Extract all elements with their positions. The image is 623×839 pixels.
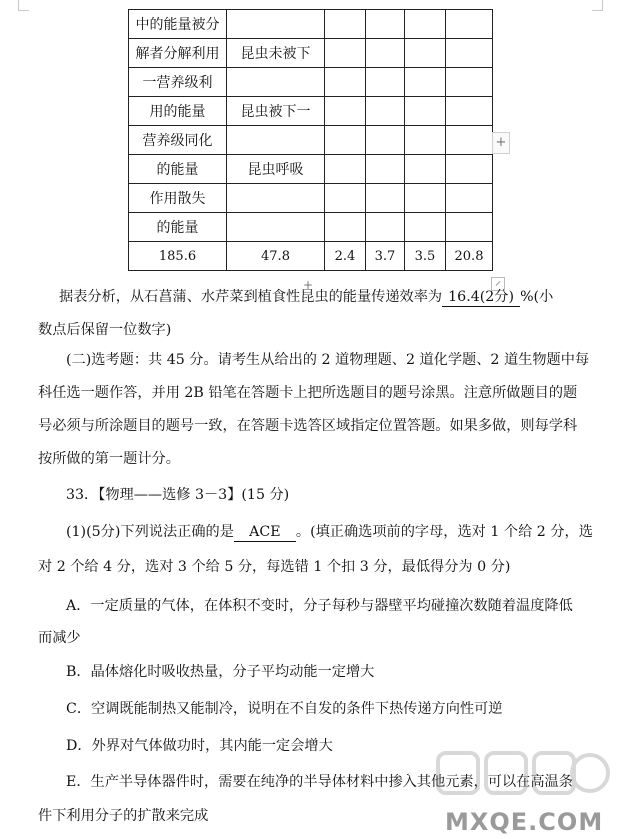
table-cell[interactable]: 用的能量 xyxy=(129,97,227,126)
option-c: C．空调既能制热又能制冷，说明在不自发的条件下热传递方向性可逆 xyxy=(66,701,503,717)
table-cell[interactable]: 2.4 xyxy=(325,242,366,271)
table-cell[interactable] xyxy=(446,10,493,39)
table-cell[interactable]: 3.5 xyxy=(405,242,446,271)
table-row xyxy=(129,126,493,155)
table-cell[interactable]: 昆虫未被下 xyxy=(227,39,325,68)
analysis-line xyxy=(59,287,553,307)
option-e-line-2: 件下利用分子的扩散来完成 xyxy=(38,808,209,824)
table-cell[interactable] xyxy=(366,68,405,97)
table-cell[interactable]: 一营养级利 xyxy=(129,68,227,97)
table-cell[interactable] xyxy=(405,213,446,242)
elective-line-2: 科任选一题作答，并用 2B 铅笔在答题卡上把所选题目的题号涂黑。注意所做题目的题 xyxy=(38,385,578,401)
analysis-text: 据表分析，从石菖蒲、水芹菜到植食性昆虫的能量传递效率为 xyxy=(59,289,443,305)
table-cell[interactable] xyxy=(405,126,446,155)
table-cell[interactable] xyxy=(366,155,405,184)
option-b: B．晶体熔化时吸收热量，分子平均动能一定增大 xyxy=(66,664,375,680)
add-row-button[interactable]: + xyxy=(302,278,314,292)
table-cell[interactable]: 的能量 xyxy=(129,155,227,184)
table-row xyxy=(129,155,493,184)
table-cell[interactable]: 的能量 xyxy=(129,213,227,242)
table-cell[interactable]: 185.6 xyxy=(129,242,227,271)
table-cell[interactable] xyxy=(405,97,446,126)
add-column-button[interactable]: + xyxy=(492,132,510,154)
table-cell[interactable] xyxy=(405,68,446,97)
table-cell[interactable]: 47.8 xyxy=(227,242,325,271)
table-cell[interactable] xyxy=(405,184,446,213)
table-cell[interactable] xyxy=(446,184,493,213)
table-cell[interactable] xyxy=(366,213,405,242)
answer-q1: ACE xyxy=(234,524,296,542)
table-cell[interactable]: 3.7 xyxy=(366,242,405,271)
table-cell[interactable] xyxy=(446,68,493,97)
table-cell[interactable] xyxy=(325,10,366,39)
q1-instructions: 。(填正确选项前的字母，选对 1 个给 2 分，选 xyxy=(295,524,593,540)
table-cell[interactable] xyxy=(325,68,366,97)
table-row xyxy=(129,242,493,271)
table-cell[interactable] xyxy=(405,155,446,184)
q1-line xyxy=(66,522,593,542)
table-row xyxy=(129,39,493,68)
table-cell[interactable] xyxy=(227,68,325,97)
question-33-heading: 33．【物理——选修 3－3】(15 分) xyxy=(66,487,290,503)
table-cell[interactable] xyxy=(366,10,405,39)
table-cell[interactable]: 作用散失 xyxy=(129,184,227,213)
table-row xyxy=(129,97,493,126)
energy-table xyxy=(128,9,493,271)
table-cell[interactable] xyxy=(325,126,366,155)
table-row xyxy=(129,213,493,242)
elective-line-4: 按所做的第一题计分。 xyxy=(38,451,180,467)
table-cell[interactable] xyxy=(446,213,493,242)
table-cell[interactable]: 中的能量被分 xyxy=(129,10,227,39)
table-cell[interactable] xyxy=(446,155,493,184)
table-cell[interactable] xyxy=(366,184,405,213)
table-row xyxy=(129,10,493,39)
table-cell[interactable] xyxy=(325,39,366,68)
q1-line-2: 对 2 个给 4 分，选对 3 个给 5 分，每选错 1 个扣 3 分，最低得分为 0 分) xyxy=(38,559,511,575)
table-row xyxy=(129,68,493,97)
table-cell[interactable] xyxy=(446,126,493,155)
elective-line-3: 号必须与所涂题目的题号一致，在答题卡选答区域指定位置答题。如果多做，则每学科 xyxy=(38,418,578,434)
table-cell[interactable] xyxy=(366,39,405,68)
table-cell[interactable]: 20.8 xyxy=(446,242,493,271)
table-cell[interactable] xyxy=(405,10,446,39)
option-a-line-2: 而减少 xyxy=(38,630,81,646)
table-cell[interactable]: 营养级同化 xyxy=(129,126,227,155)
table-cell[interactable] xyxy=(325,184,366,213)
table-cell[interactable] xyxy=(366,97,405,126)
table-cell[interactable] xyxy=(227,184,325,213)
analysis-suffix: %(小 xyxy=(520,289,554,305)
table-cell[interactable] xyxy=(405,39,446,68)
margin-guide-left xyxy=(18,0,29,11)
table-cell[interactable] xyxy=(227,126,325,155)
q1-prompt: (1)(5分)下列说法正确的是 xyxy=(66,524,234,540)
analysis-line-2: 数点后保留一位数字) xyxy=(38,322,172,338)
table-cell[interactable] xyxy=(446,97,493,126)
elective-line-1: (二)选考题：共 45 分。请考生从给出的 2 道物理题、2 道化学题、2 道生物题中每 xyxy=(66,352,590,368)
table-cell[interactable] xyxy=(325,97,366,126)
table-cell[interactable] xyxy=(366,126,405,155)
margin-guide-right xyxy=(592,0,603,11)
option-d: D．外界对气体做功时，其内能一定会增大 xyxy=(66,738,333,754)
table-cell[interactable] xyxy=(227,10,325,39)
table-cell[interactable] xyxy=(325,155,366,184)
watermark-text: MXQE.COM xyxy=(445,808,604,836)
table-cell[interactable] xyxy=(446,39,493,68)
table-cell[interactable]: 解者分解利用 xyxy=(129,39,227,68)
option-e-line-1: E．生产半导体器件时，需要在纯净的半导体材料中掺入其他元素，可以在高温条 xyxy=(66,774,573,790)
table-row xyxy=(129,184,493,213)
table-cell[interactable] xyxy=(227,213,325,242)
option-a-line-1: A．一定质量的气体，在体积不变时，分子每秒与器壁平均碰撞次数随着温度降低 xyxy=(66,598,573,614)
table-cell[interactable] xyxy=(325,213,366,242)
answer-efficiency: 16.4(2分) xyxy=(442,289,520,307)
table-cell[interactable]: 昆虫被下一 xyxy=(227,97,325,126)
table-cell[interactable]: 昆虫呼吸 xyxy=(227,155,325,184)
